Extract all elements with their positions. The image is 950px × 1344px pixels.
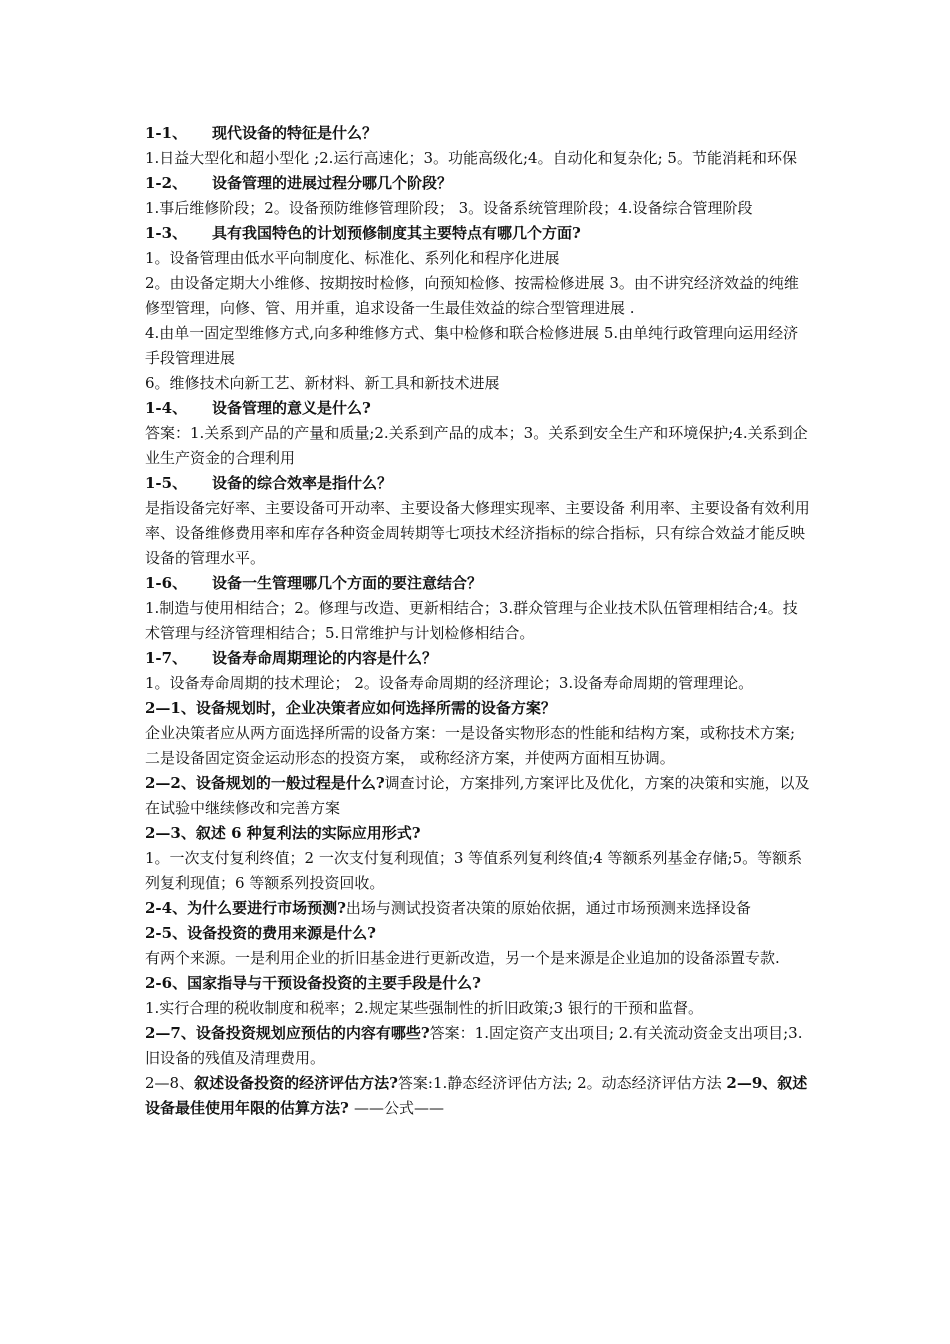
question-1-3: 1-3、 具有我国特色的计划预修制度其主要特点有哪几个方面?	[145, 224, 581, 242]
question-1-4: 1-4、 设备管理的意义是什么?	[145, 399, 371, 417]
answer-2-8: 答案:1.静态经济评估方法; 2。动态经济评估方法	[397, 1074, 727, 1092]
answer-1-3-part1: 1。设备管理由低水平向制度化、标准化、系列化和程序化进展	[145, 249, 560, 267]
question-2-1: 2—1、设备规划时，企业决策者应如何选择所需的设备方案？	[145, 699, 556, 717]
question-2-4: 2-4、为什么要进行市场预测?	[145, 899, 346, 917]
answer-2-3: 1。一次支付复利终值；2 一次支付复利现值；3 等值系列复利终值;4 等额系列基金存储;5。等额系列复利现值；6 等额系列投资回收。	[145, 849, 803, 892]
question-2-9: 2—9、叙述设备最佳使用年限的估算方法?	[145, 1074, 808, 1117]
answer-1-3-part2: 2。由设备定期大小维修、按期按时检修，向预知检修、按需检修进展 3。由不讲究经济效益的纯维修型管理，向修、管、用并重，追求设备一生最佳效益的综合型管理进展 .	[145, 274, 799, 317]
question-answer-2-8-2-9	[145, 1071, 810, 1121]
answer-2-4: 出场与测试投资者决策的原始依据，通过市场预测来选择设备	[345, 899, 751, 917]
question-2-3: 2—3、叙述 6 种复利法的实际应用形式?	[145, 824, 421, 842]
answer-1-5: 是指设备完好率、主要设备可开动率、主要设备大修理实现率、主要设备 利用率、主要设备有效利用率、设备维修费用率和库存各种资金周转期等七项技术经济指标的综合指标，只有综合效益才能反映设备的管理水平。	[145, 499, 810, 567]
answer-2-2: 调查讨论，方案排列,方案评比及优化，方案的决策和实施，以及在试验中继续修改和完善方案	[145, 774, 810, 817]
answer-1-1: 1.日益大型化和超小型化 ;2.运行高速化；3。功能高级化;4。自动化和复杂化; 5。节能消耗和环保	[145, 149, 797, 167]
question-2-2: 2—2、设备规划的一般过程是什么?	[145, 774, 385, 792]
question-1-7: 1-7、 设备寿命周期理论的内容是什么？	[145, 649, 438, 667]
answer-1-4: 答案：1.关系到产品的产量和质量;2.关系到产品的成本；3。关系到安全生产和环境保护;4.关系到企业生产资金的合理利用	[145, 424, 808, 467]
question-2-8-number: 2—8、	[145, 1074, 195, 1092]
question-1-2: 1-2、 设备管理的进展过程分哪几个阶段？	[145, 174, 453, 192]
document-page	[145, 121, 810, 1121]
question-2-5: 2-5、设备投资的费用来源是什么?	[145, 924, 376, 942]
question-1-5: 1-5、 设备的综合效率是指什么？	[145, 474, 393, 492]
answer-2-6: 1.实行合理的税收制度和税率；2.规定某些强制性的折旧政策;3 银行的干预和监督。	[145, 999, 703, 1017]
question-2-8: 叙述设备投资的经济评估方法?	[194, 1074, 398, 1092]
question-answer-2-4	[145, 896, 810, 921]
answer-1-3-part4: 6。维修技术向新工艺、新材料、新工具和新技术进展	[145, 374, 500, 392]
question-1-1: 1-1、 现代设备的特征是什么？	[145, 124, 378, 142]
question-1-6: 1-6、 设备一生管理哪几个方面的要注意结合？	[145, 574, 483, 592]
answer-2-7: 答案：1.固定资产支出项目; 2.有关流动资金支出项目;3.旧设备的残值及清理费用。	[145, 1024, 803, 1067]
answer-2-5: 有两个来源。一是利用企业的折旧基金进行更新改造，另一个是来源是企业追加的设备添置专款.	[145, 949, 780, 967]
answer-2-1: 企业决策者应从两方面选择所需的设备方案：一是设备实物形态的性能和结构方案，或称技术方案;二是设备固定资金运动形态的投资方案， 或称经济方案，并使两方面相互协调。	[145, 724, 796, 767]
question-answer-2-7	[145, 1021, 810, 1071]
answer-1-3-part3: 4.由单一固定型维修方式,向多种维修方式、集中检修和联合检修进展 5.由单纯行政管理向运用经济手段管理进展	[145, 324, 799, 367]
question-answer-2-2	[145, 771, 810, 821]
answer-1-2: 1.事后维修阶段；2。设备预防维修管理阶段； 3。设备系统管理阶段；4.设备综合管理阶段	[145, 199, 753, 217]
answer-1-6: 1.制造与使用相结合；2。修理与改造、更新相结合；3.群众管理与企业技术队伍管理相结合;4。技术管理与经济管理相结合；5.日常维护与计划检修相结合。	[145, 599, 798, 642]
answer-2-9: ——公式——	[354, 1099, 445, 1117]
answer-1-7: 1。设备寿命周期的技术理论； 2。设备寿命周期的经济理论；3.设备寿命周期的管理理论。	[145, 674, 754, 692]
question-2-6: 2-6、国家指导与干预设备投资的主要手段是什么?	[145, 974, 481, 992]
question-2-7: 2—7、设备投资规划应预估的内容有哪些?	[145, 1024, 430, 1042]
